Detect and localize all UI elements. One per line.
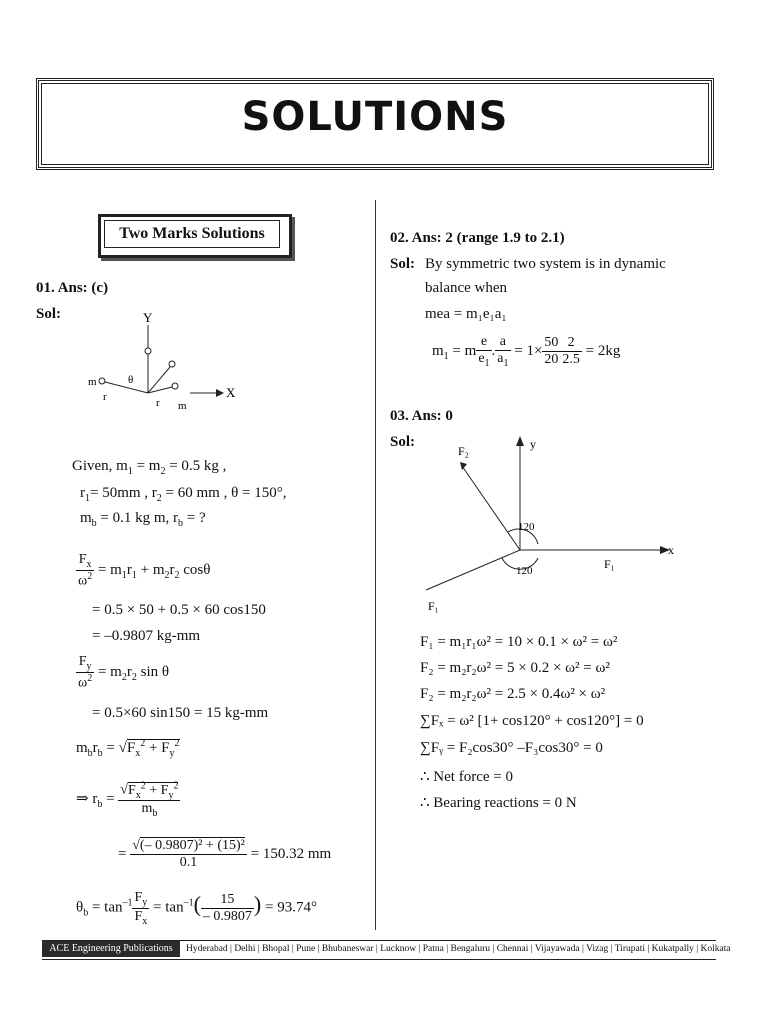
footer-cities: Hyderabad | Delhi | Bhopal | Pune | Bhubaneswar | Lucknow | Patna | Bengaluru | Chennai | Vijayawada | Vizag | Tirupati | Kukatpally | Kolkata: [186, 944, 731, 954]
q03-eq-5: ∴ Net force = 0: [420, 769, 513, 785]
y-label: y: [530, 437, 536, 451]
q01-radius-line: $r_1= 50mm$ , $r_2 = 60$ mm , θ = 150°,: [80, 485, 287, 504]
q03-eq-1: F₂ = m₂r₂ω² = 5 × 0.2 × ω² = ω²: [420, 660, 610, 676]
angle-label-2: 120: [516, 565, 533, 577]
q02-line2: balance when: [425, 280, 508, 296]
q01-fx-equation: $\frac{F_x}{\omega^2}$ = $m_1r_1 + m_2r_2$ cosθ: [78, 552, 211, 589]
upper-mass: [169, 361, 175, 367]
r2-label: r: [103, 391, 107, 403]
q03-eq-4: ∑Fᵧ = F₂cos30° –F₃cos30° = 0: [420, 740, 603, 756]
publisher-logo: ACE Engineering Publications: [42, 941, 180, 957]
section-badge: Two Marks Solutions: [104, 220, 280, 248]
f2-vector: [462, 466, 520, 550]
q02-sol-label: Sol:: [390, 256, 416, 272]
q03-force-diagram: [420, 432, 685, 617]
q03-eq-6: ∴ Bearing reactions = 0 N: [420, 795, 577, 811]
q03-eq-0: F₁ = m₁r₁ω² = 10 × 0.1 × ω² = ω²: [420, 634, 618, 650]
angle-label-1: 120: [518, 521, 535, 533]
x-axis-label: X: [226, 385, 236, 400]
q01-theta-equation: $\theta_b = \tan^{-1}$ $\frac{F_y}{F_x}$ = $\tan^{-1}$( $\frac{15}{- 0.9807}$ ) = 93.74°: [76, 890, 317, 927]
q01-given-line: Given, $m_1 = m_2 = 0.5$ kg ,: [72, 458, 227, 477]
top-mass: [145, 348, 151, 354]
q01-rb-value: = $\frac{\text{√(– 0.9807)² + (15)²}}{0.1}$ = 150.32 mm: [118, 838, 332, 870]
page-title: SOLUTIONS: [241, 94, 509, 140]
q02-eq1: mea = m₁e₁a₁: [425, 306, 507, 322]
q01-fy-value: = 0.5×60 sin150 = 15 kg-mm: [92, 705, 269, 721]
q01-sol-label: Sol:: [36, 306, 62, 322]
q01-answer: 01. Ans: (c): [36, 280, 109, 296]
q03-eq-3: ∑Fₓ = ω² [1+ cos120° + cos120°] = 0: [420, 713, 644, 729]
x-label: x: [668, 543, 674, 557]
r1-label: r: [156, 397, 160, 409]
q01-fy-equation: $\frac{F_y}{\omega^2}$ = $m_2r_2$ sin θ: [78, 654, 170, 691]
f1-label: F₁: [604, 557, 615, 571]
q02-eq2: $m_1 = m$ $\frac{e}{e_1}$ . $\frac{a}{a_1}$ = 1× $\frac{50}{20}$ $\frac{2}{2.5}$ = 2kg: [432, 334, 621, 369]
q01-rb-equation: ⇒ $r_b$ = $\frac{√F_x^2 + F_y^2}{m_b}$: [76, 780, 179, 820]
column-divider: [375, 200, 376, 930]
m1-label: m: [178, 400, 187, 412]
q01-fx-value2: = –0.9807 kg-mm: [92, 628, 201, 644]
q03-eq-2: F₂ = m₂r₂ω² = 2.5 × 0.4ω² × ω²: [420, 686, 606, 702]
f3-vector: [426, 550, 520, 590]
q01-rotor-diagram: [80, 305, 250, 415]
q03-sol-label: Sol:: [390, 434, 416, 450]
f3-label: F₁: [428, 599, 439, 613]
m1-mass: [172, 383, 178, 389]
q01-mb-line: $m_b = 0.1$ kg m, $r_b$ = ?: [80, 510, 206, 529]
f2-label: F₂: [458, 444, 469, 458]
q01-fx-value1: = 0.5 × 50 + 0.5 × 60 cos150: [92, 602, 266, 618]
m2-label: m: [88, 376, 97, 388]
q01-mbrb-equation: $m_br_b = √F_x^2 + F_y^2$: [76, 738, 180, 759]
q02-answer: 02. Ans: 2 (range 1.9 to 2.1): [390, 230, 565, 246]
m2-mass: [99, 378, 105, 384]
y-axis-label: Y: [143, 310, 153, 325]
q03-answer: 03. Ans: 0: [390, 408, 453, 424]
q02-line1: By symmetric two system is in dynamic: [425, 256, 666, 272]
theta-label: θ: [128, 374, 134, 386]
